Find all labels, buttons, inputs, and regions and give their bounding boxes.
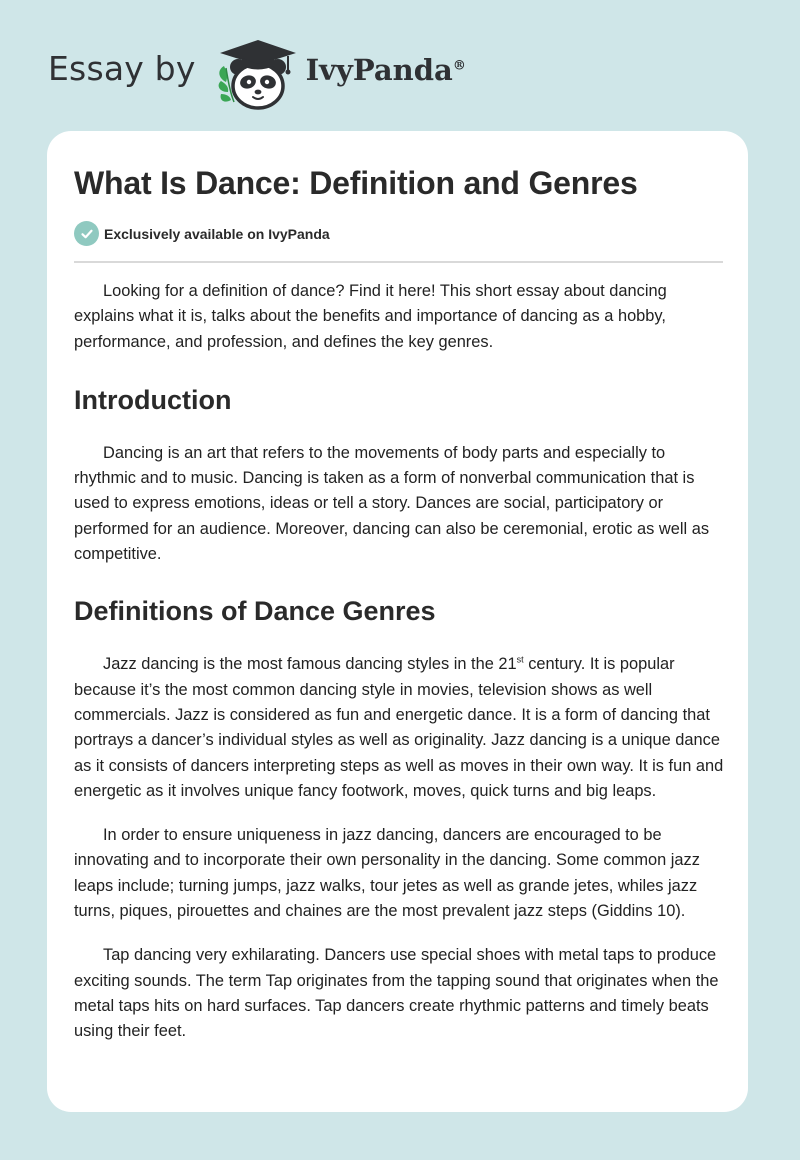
jazz-uniqueness-paragraph: In order to ensure uniqueness in jazz dancing, dancers are encouraged to be innovating and to incorporate their own personality in the dancing. Some common jazz leaps include; turning jumps, jazz walks, tour jetes as well as grande jetes, whiles jazz turns, piques, pirouettes and chaines are the most prevalent jazz steps (Giddins 10).	[74, 826, 700, 921]
essay-card	[47, 131, 748, 1112]
panda-graduate-icon	[214, 32, 302, 112]
registered-mark: ®	[452, 58, 466, 74]
introduction-paragraph: Dancing is an art that refers to the movements of body parts and especially to rhythmic and to music. Dancing is taken as a form of nonverbal communication that is used to express emotions, ideas or tell a story. Dances are social, participatory or performed for an audience. Moreover, dancing can also be ceremonial, erotic as well as competitive.	[74, 443, 710, 564]
ordinal-suffix: st	[516, 654, 524, 665]
check-circle-icon	[74, 221, 99, 246]
brand-prefix: Essay by	[48, 48, 196, 88]
jazz-paragraph	[74, 652, 725, 804]
exclusive-badge	[74, 221, 330, 246]
exclusive-badge-label: Exclusively available on IvyPanda	[104, 225, 330, 242]
essay-title: What Is Dance: Definition and Genres	[74, 165, 638, 201]
jazz-text-start: Jazz dancing is the most famous dancing styles in the 21	[103, 655, 517, 674]
brand-name-text: IvyPanda	[305, 53, 453, 87]
section-heading-introduction: Introduction	[74, 384, 232, 415]
brand-name	[306, 53, 466, 87]
summary-paragraph: Looking for a definition of dance? Find it here! This short essay about dancing explains what it is, talks about the benefits and importance of dancing as a hobby, performance, and profession, and defines the key genres.	[74, 282, 667, 351]
title-divider	[74, 261, 723, 263]
jazz-text-end: century. It is popular because it’s the most common dancing style in movies, television shows as well commercials. Jazz is considered as fun and energetic dance. It is a form of dancing that portrays a dancer’s individual styles as well as originality. Jazz dancing is a unique dance as it consists of dancers interpreting steps as well as moves in their own way. It is fun and energetic as it involves unique fancy footwork, moves, quick turns and big leaps.	[74, 655, 724, 800]
essay-body	[74, 279, 725, 1064]
brand-header[interactable]	[48, 32, 466, 112]
section-heading-dance-genres: Definitions of Dance Genres	[74, 596, 436, 627]
tap-dancing-paragraph: Tap dancing very exhilarating. Dancers use special shoes with metal taps to produce exciting sounds. The term Tap originates from the tapping sound that originates when the metal taps hits on hard surfaces. Tap dancers create rhythmic patterns and timely beats using their feet.	[74, 946, 719, 1041]
